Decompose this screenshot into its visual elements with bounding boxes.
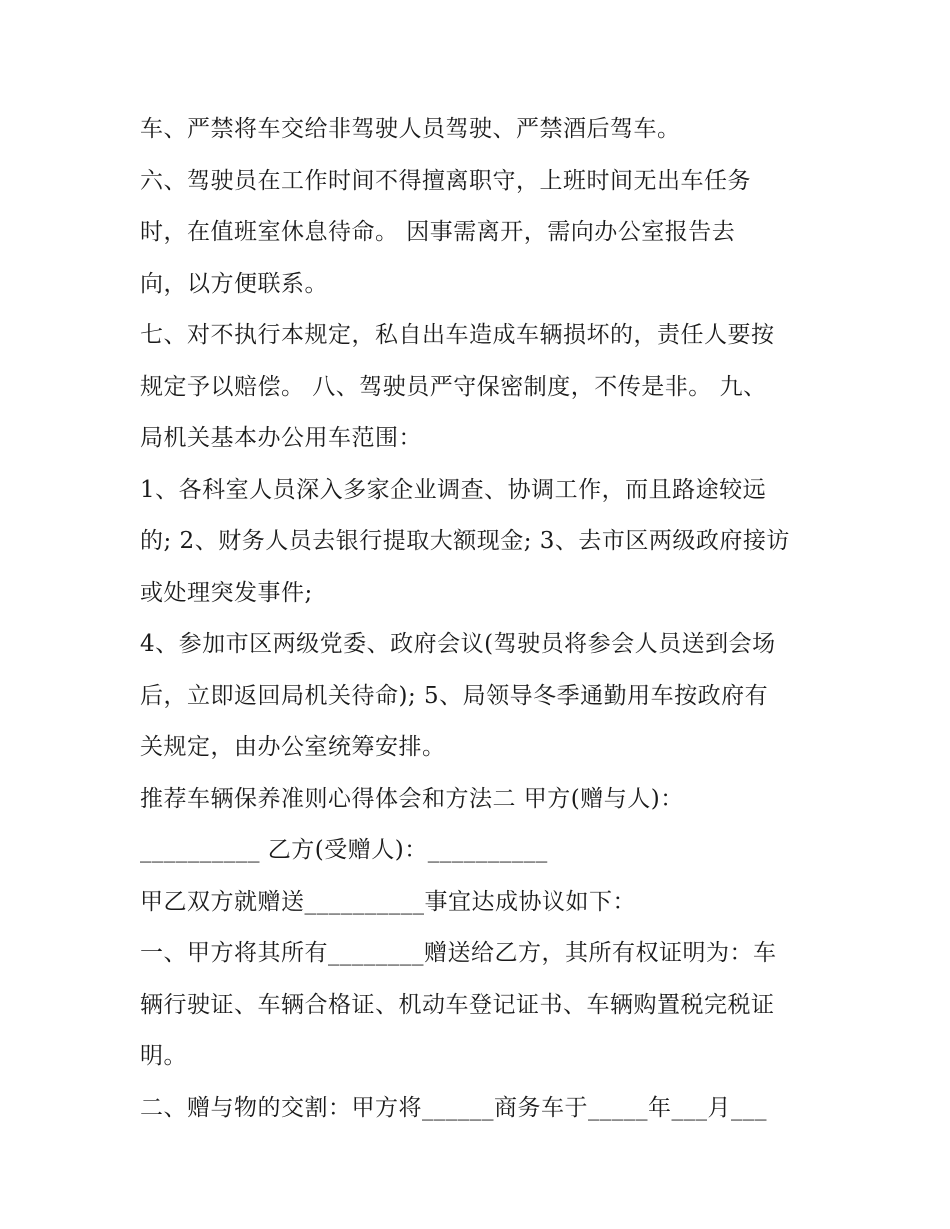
text-line: 六、驾驶员在工作时间不得擅离职守，上班时间无出车任务 [140,167,751,194]
text-line: 时，在值班室休息待命。 因事需离开，需向办公室报告去 [140,219,736,245]
text-line: 或处理突发事件; [140,579,313,606]
text-line: 规定予以赔偿。 八、驾驶员严守保密制度，不传是非。 九、 [140,373,767,400]
document-body [140,108,830,1138]
text-line: __________ 乙方(受赠人)：__________ [140,837,548,863]
text-line: 4、参加市区两级党委、政府会议(驾驶员将参会人员送到会场 [140,631,776,657]
text-line: 推荐车辆保养准则心得体会和方法二 甲方(赠与人)： [140,785,684,812]
text-line: 向，以方便联系。 [140,270,328,297]
text-line: 1、各科室人员深入多家企业调查、协调工作，而且路途较远 [140,476,767,503]
text-line: 七、对不执行本规定，私自出车造成车辆损坏的，责任人要按 [140,322,775,348]
text-line: 甲乙双方就赠送__________事宜达成协议如下： [140,888,636,915]
text-line: 明。 [140,1043,187,1069]
text-line: 辆行驶证、车辆合格证、机动车登记证书、车辆购置税完税证 [140,991,775,1018]
text-line: 车、严禁将车交给非驾驶人员驾驶、严禁酒后驾车。 [140,116,681,142]
text-line: 一、甲方将其所有________赠送给乙方，其所有权证明为：车 [140,940,777,966]
text-line: 二、赠与物的交割：甲方将______商务车于_____年___月___ [140,1094,767,1121]
text-line: 局机关基本办公用车范围： [140,425,422,451]
text-line: 的; 2、财务人员去银行提取大额现金; 3、去市区两级政府接访 [140,528,790,554]
text-line: 后，立即返回局机关待命); 5、局领导冬季通勤用车按政府有 [140,682,769,709]
text-line: 关规定，由办公室统筹安排。 [140,734,446,760]
